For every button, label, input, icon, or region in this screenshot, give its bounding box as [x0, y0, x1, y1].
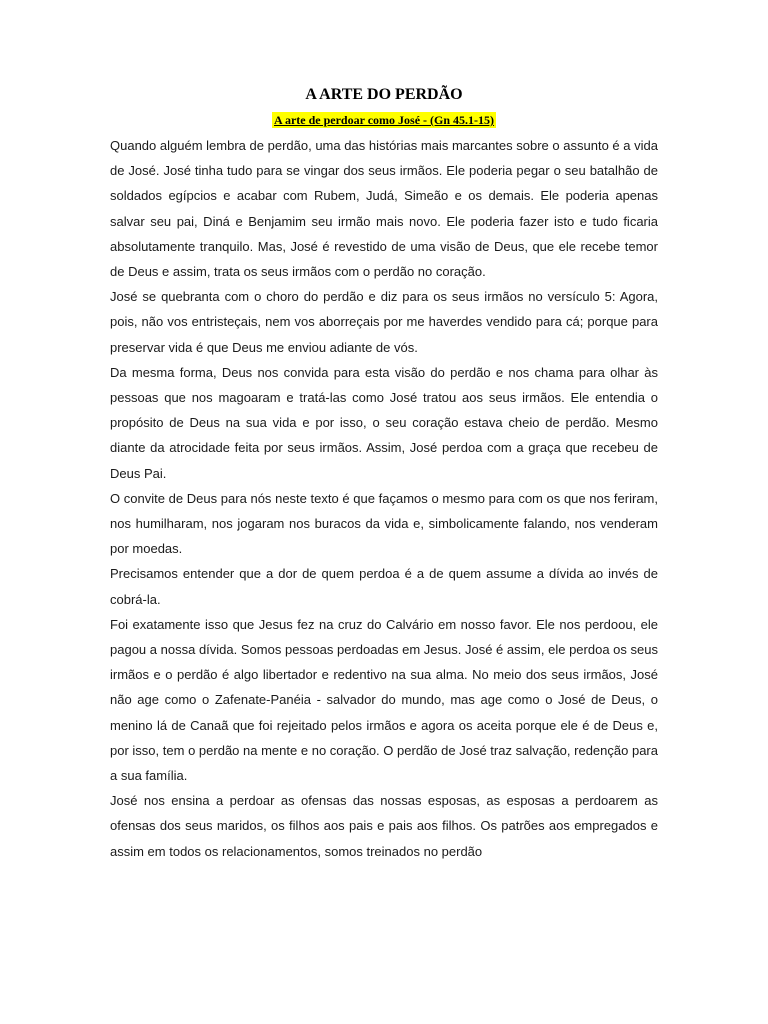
paragraph: José nos ensina a perdoar as ofensas das nossas esposas, as esposas a perdoarem as ofensas dos seus maridos, os filhos aos pais e pais aos filhos. Os patrões aos empregados e assim em todos os relacionamentos, somos treinados no perdão: [110, 793, 658, 859]
paragraph: Da mesma forma, Deus nos convida para esta visão do perdão e nos chama para olhar às pessoas que nos magoaram e tratá-las como José tratou aos seus irmãos. Ele entendia o propósito de Deus na sua vida e por isso, o seu coração estava cheio de perdão. Mesmo diante da atrocidade feita por seus irmãos. Assim, José perdoa com a graça que recebeu de Deus Pai.: [110, 364, 658, 481]
document-body: [110, 81, 658, 864]
subtitle-row: [110, 109, 658, 131]
paragraph: José se quebranta com o choro do perdão e diz para os seus irmãos no versículo 5: Agora, pois, não vos entristeçais, nem vos aborreçais por me haverdes vendido para cá; porque para preservar vida é que Deus me enviou adiante de vós.: [110, 289, 658, 355]
paragraph: O convite de Deus para nós neste texto é que façamos o mesmo para com os que nos feriram, nos humilharam, nos jogaram nos buracos da vida e, simbolicamente falando, nos venderam por moedas.: [110, 490, 658, 557]
paragraph: Precisamos entender que a dor de quem perdoa é a de quem assume a dívida ao invés de cobrá-la.: [110, 566, 658, 607]
document-title: A ARTE DO PERDÃO: [305, 86, 463, 103]
document-subtitle: A arte de perdoar como José - (Gn 45.1-15): [273, 113, 495, 127]
paragraph: Quando alguém lembra de perdão, uma das histórias mais marcantes sobre o assunto é a vida de José. José tinha tudo para se vingar dos seus irmãos. Ele poderia pegar o seu batalhão de soldados egípcios e acabar com Rubem, Judá, Simeão e os demais. Ele poderia apenas salvar seu pai, Diná e Benjamim seu irmão mais novo. Ele poderia fazer isto e tudo ficaria absolutamente tranquilo. Mas, José é revestido de uma visão de Deus, que ele recebe temor de Deus e assim, trata os seus irmãos com o perdão no coração.: [110, 138, 658, 280]
paragraph: Foi exatamente isso que Jesus fez na cruz do Calvário em nosso favor. Ele nos perdoou, ele pagou a nossa dívida. Somos pessoas perdoadas em Jesus. José é assim, ele perdoa os seus irmãos e o perdão é algo libertador e redentivo na sua alma. No meio dos seus irmãos, José não age como o Zafenate-Panéia - salvador do mundo, mas age como o José de Deus, o menino lá de Canaã que foi rejeitado pelos irmãos e agora os aceita porque ele é de Deus e, por isso, tem o perdão na mente e no coração. O perdão de José traz salvação, redenção para a sua família.: [110, 616, 658, 784]
